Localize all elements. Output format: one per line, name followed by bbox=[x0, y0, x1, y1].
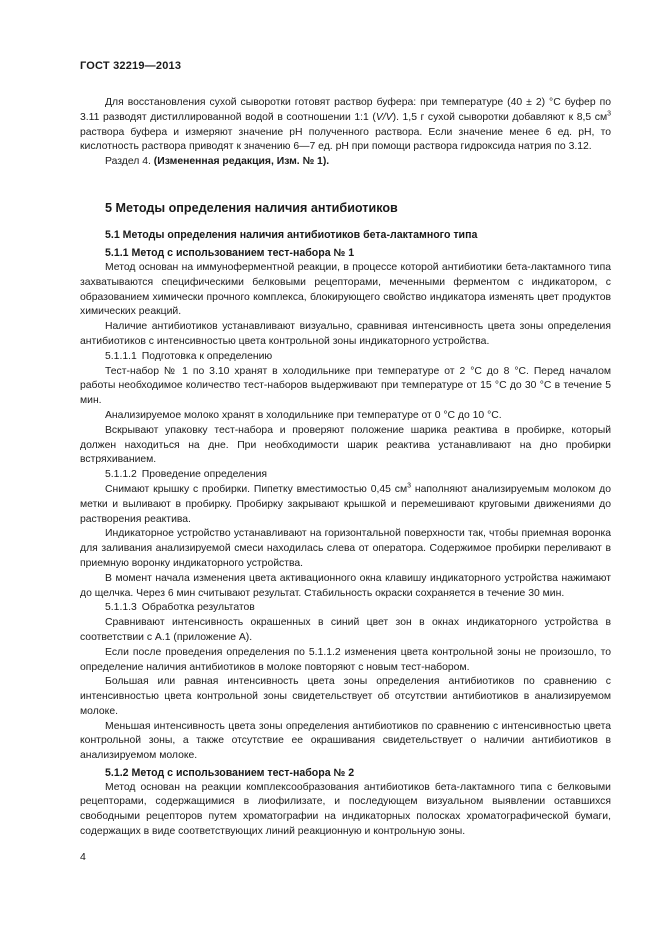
less-intensity-paragraph: Меньшая интенсивность цвета зоны определения антибиотиков по сравнению с интенсивностью цвета контрольной зоны, а также отсутствие ее окрашивания свидетельствует о наличии антибиотиков в анализируемом молоке. bbox=[80, 720, 611, 762]
subsection-5-1-1-2-title: 5.1.1.2 Проведение определения bbox=[105, 469, 268, 481]
activation-paragraph: В момент начала изменения цвета активационного окна клавишу индикаторного устройства нажимают до щелчка. Через 6 мин считывают результат. Стабильность окраски сохраняется в течение 30 мин. bbox=[80, 572, 611, 599]
indicator-paragraph: Индикаторное устройство устанавливают на горизонтальной поверхности так, чтобы приемная воронка для заливания анализируемой смеси находилась слева от оператора. Содержимое пробирки переливают в приемную воронку индикаторного устройства. bbox=[80, 528, 611, 569]
milk-storage-paragraph: Анализируемое молоко хранят в холодильнике при температуре от 0 °С до 10 °С. bbox=[105, 409, 502, 421]
page-number: 4 bbox=[80, 851, 86, 863]
section-5-title: 5 Методы определения наличия антибиотиков bbox=[105, 200, 398, 215]
subsection-5-1-1-3-title: 5.1.1.3 Обработка результатов bbox=[105, 602, 255, 614]
open-package-paragraph: Вскрывают упаковку тест-набора и проверяют положение шарика реактива в пробирке, который должен находиться на дне. При необходимости шарик реактива устанавливают на дно пробирки встряхиванием. bbox=[80, 424, 611, 466]
subsection-5-1-title: 5.1 Методы определения наличия антибиотиков бета-лактамного типа bbox=[105, 228, 478, 241]
method2-paragraph: Метод основан на реакции комплексообразования антибиотиков бета-лактамного типа с белковыми рецепторами, содержащимися в лиофилизате, и последующем визуальном выявлении оставшихся свободными рецепторов путем хроматографии на индикаторных полосках хроматографической бумаги, содержащих в виде соответствующих линий реакционную и контрольную зоны. bbox=[80, 781, 611, 837]
page-body bbox=[80, 96, 611, 840]
buffer-paragraph: Для восстановления сухой сыворотки готовят раствор буфера: при температуре (40 ± 2) °С буфер по 3.11 разводят дистиллированной водой в соотношении 1:1 (V/V). 1,5 г сухой сыворотки добавляют к 8,5 $см^3$ раствора буфера и измеряют значение рН полученного раствора. Если значение менее 6 ед. рН, то кислотность раствора приводят к значению 6—7 ед. рН при помощи раствора гидроксида натрия по 3.12. bbox=[80, 97, 612, 153]
cap-paragraph: Снимают крышку с пробирки. Пипетку вместимостью 0,45 $см^3$ наполняют анализируемым молоком до метки и выливают в пробирку. Пробирку закрывают крышкой и перемешивают круговыми движениями до растворения реактива. bbox=[80, 482, 611, 525]
subsection-5-1-1-title: 5.1.1 Метод с использованием тест-набора № 1 bbox=[105, 247, 355, 260]
compare-paragraph: Сравнивают интенсивность окрашенных в синий цвет зон в окнах индикаторного устройства в соответствии с А.1 (приложение А). bbox=[80, 617, 611, 643]
storage-paragraph: Тест-набор № 1 по 3.10 хранят в холодильнике при температуре от 2 °С до 8 °С. Перед началом работы необходимое количество тест-наборов выдерживают при температуре от 15 °С до 30 °С в течение 5 мин. bbox=[80, 365, 611, 407]
subsection-5-1-1-1-title: 5.1.1.1 Подготовка к определению bbox=[105, 350, 273, 362]
amendment-note: Раздел 4. (Измененная редакция, Изм. № 1). bbox=[105, 156, 330, 168]
standard-header: ГОСТ 32219—2013 bbox=[80, 60, 182, 72]
greater-intensity-paragraph: Большая или равная интенсивность цвета зоны определения антибиотиков по сравнению с интенсивностью цвета контрольной зоны свидетельствует об отсутствии антибиотиков в анализируемом молоке. bbox=[80, 676, 611, 717]
method-paragraph: Метод основан на иммуноферментной реакции, в процессе которой антибиотики бета-лактамного типа захватываются специфическими белковыми рецепторами, меченными ферментом с индикатором, с образованием химически прочного комплекса, блокирующего свойство индикатора изменять цвет продуктов химических реакций. bbox=[80, 261, 611, 318]
repeat-paragraph: Если после проведения определения по 5.1.1.2 изменения цвета контрольной зоны не произошло, то определение наличия антибиотиков в молоке повторяют с новым тест-набором. bbox=[80, 646, 611, 673]
subsection-5-1-2-title: 5.1.2 Метод с использованием тест-набора № 2 bbox=[105, 767, 355, 780]
presence-paragraph: Наличие антибиотиков устанавливают визуально, сравнивая интенсивность цвета зоны определения антибиотиков с интенсивностью цвета контрольной зоны индикаторного устройства. bbox=[80, 321, 611, 347]
